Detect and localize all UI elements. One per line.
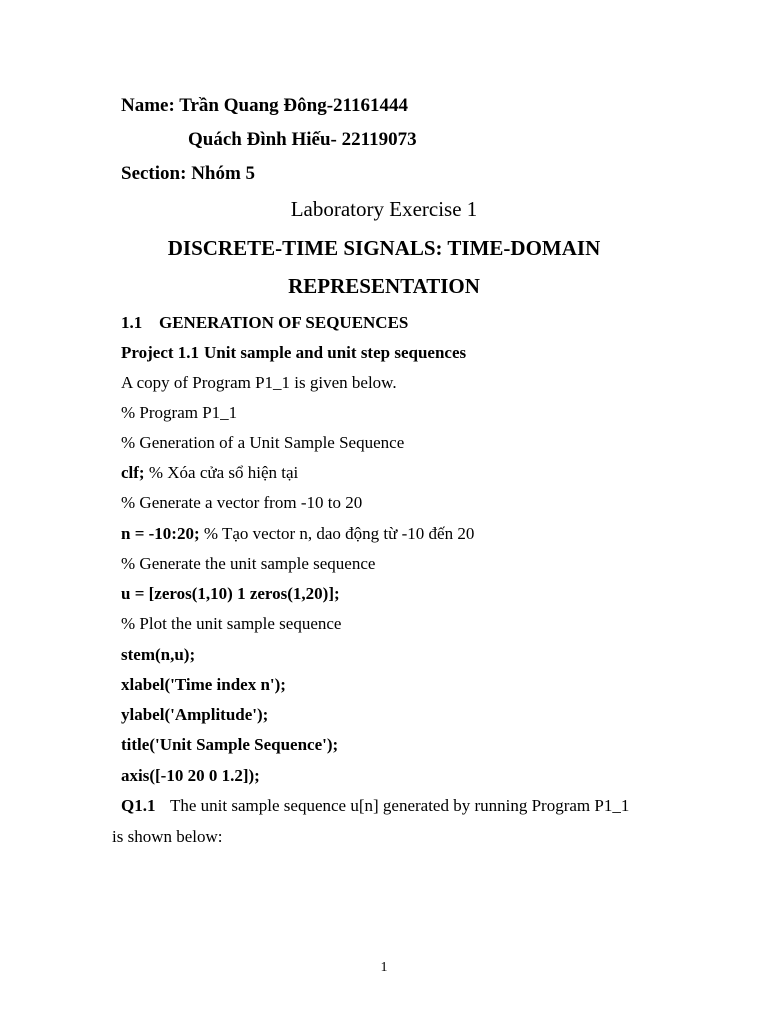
section-number: 1.1 [121,313,143,332]
code-text: title('Unit Sample Sequence'); [121,735,339,754]
code-text: axis([-10 20 0 1.2]); [121,766,260,785]
code-line [121,525,474,542]
name-label: Name: [121,95,175,116]
code-comment: % Program P1_1 [121,403,238,422]
second-member-line: Quách Đình Hiếu- 22119073 [188,129,417,150]
question-text: The unit sample sequence u[n] generated by running Program P1_1 [170,796,630,815]
code-line [121,615,341,632]
page-number: 1 [380,960,388,975]
code-line [121,767,260,784]
code-comment: % Xóa cửa sổ hiện tại [144,463,299,482]
question-line1 [121,797,629,814]
code-line [121,555,375,572]
section-line [121,164,255,183]
code-text: ylabel('Amplitude'); [121,705,269,724]
code-line [121,464,298,481]
code-text: stem(n,u); [121,645,196,664]
code-line [121,646,195,663]
code-comment: % Generate a vector from -10 to 20 [121,493,363,512]
lab-title: Laboratory Exercise 1 [290,197,478,221]
code-text: u = [zeros(1,10) 1 zeros(1,20)]; [121,584,340,603]
code-line [121,585,340,602]
code-line [121,434,404,451]
project-title: Unit sample and unit step sequences [204,343,467,362]
section-label: Section: [121,163,187,184]
section-heading [121,314,408,331]
code-line [121,706,268,723]
code-comment: % Generation of a Unit Sample Sequence [121,433,405,452]
code-line [121,736,338,753]
code-text: xlabel('Time index n'); [121,675,286,694]
project-label: Project 1.1 [121,343,200,362]
intro-text: A copy of Program P1_1 is given below. [121,373,397,392]
main-title-line1: DISCRETE-TIME SIGNALS: TIME-DOMAIN [167,236,601,260]
main-title-line2: REPRESENTATION [288,274,480,298]
name-line [121,96,408,115]
code-text: clf; [121,463,145,482]
code-line [121,494,362,511]
code-comment: % Tạo vector n, dao động từ -10 đến 20 [199,524,475,543]
code-comment: % Plot the unit sample sequence [121,614,342,633]
question-line2: is shown below: [112,827,223,846]
code-comment: % Generate the unit sample sequence [121,554,376,573]
code-line [121,676,286,693]
code-line [121,404,237,421]
section-title: GENERATION OF SEQUENCES [159,313,409,332]
project-heading [121,344,466,361]
question-label: Q1.1 [121,796,156,815]
code-text: n = -10:20; [121,524,200,543]
name-value: Trần Quang Đông-21161444 [179,95,408,116]
section-value: Nhóm 5 [191,163,256,184]
